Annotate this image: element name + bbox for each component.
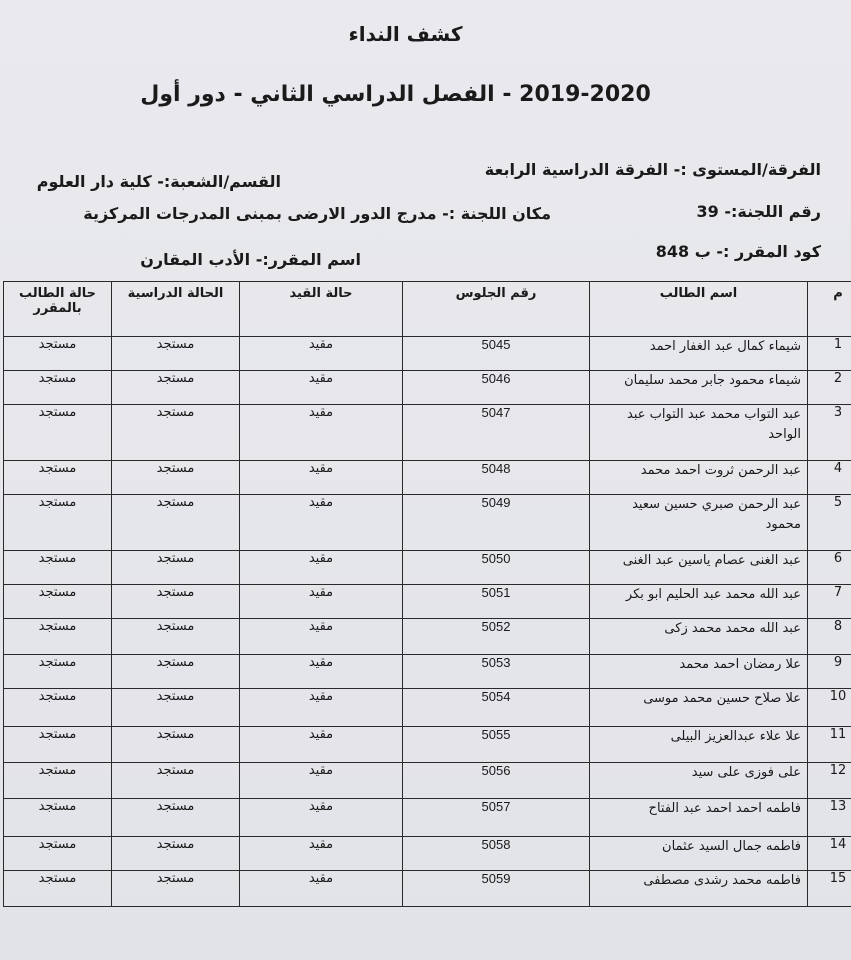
course-name-label: اسم المقرر:- — [255, 250, 361, 269]
course-status: مستجد — [4, 799, 112, 837]
course-status: مستجد — [4, 689, 112, 727]
page-subtitle: 2019-2020 - الفصل الدراسي الثاني - دور أول — [140, 82, 651, 107]
students-table — [3, 281, 851, 907]
seat-number: 5049 — [403, 495, 590, 551]
table-row — [4, 871, 851, 907]
table-row — [4, 689, 851, 727]
study-status: مستجد — [112, 727, 240, 763]
place-value: مدرج الدور الارضى بمبنى المدرجات المركزية — [83, 204, 437, 223]
study-status: مستجد — [112, 405, 240, 461]
course-status: مستجد — [4, 837, 112, 871]
student-name: على فوزى على سيد — [590, 763, 808, 799]
course-status: مستجد — [4, 371, 112, 405]
study-status: مستجد — [112, 551, 240, 585]
place-label: مكان اللجنة :- — [442, 204, 551, 223]
row-number: 1 — [808, 337, 851, 371]
row-number: 11 — [808, 727, 851, 763]
course-name-info — [140, 250, 361, 269]
student-name: فاطمه جمال السيد عثمان — [590, 837, 808, 871]
table-row — [4, 837, 851, 871]
student-name: عبد الله محمد محمد زكى — [590, 619, 808, 655]
table-row — [4, 405, 851, 461]
course-status: مستجد — [4, 495, 112, 551]
seat-number: 5048 — [403, 461, 590, 495]
seat-number: 5050 — [403, 551, 590, 585]
registration-status: مقيد — [240, 799, 403, 837]
registration-status: مقيد — [240, 763, 403, 799]
table-row — [4, 655, 851, 689]
table-row — [4, 727, 851, 763]
seat-number: 5045 — [403, 337, 590, 371]
committee-label: رقم اللجنة:- — [724, 202, 821, 221]
header-study-status: الحالة الدراسية — [112, 282, 240, 337]
student-name: عبد الرحمن ثروت احمد محمد — [590, 461, 808, 495]
seat-number: 5054 — [403, 689, 590, 727]
page-title: كشف النداء — [348, 22, 463, 46]
registration-status: مقيد — [240, 871, 403, 907]
registration-status: مقيد — [240, 585, 403, 619]
table-row — [4, 551, 851, 585]
study-status: مستجد — [112, 655, 240, 689]
student-name: علا علاء عبدالعزيز البيلى — [590, 727, 808, 763]
study-status: مستجد — [112, 871, 240, 907]
registration-status: مقيد — [240, 551, 403, 585]
committee-info — [697, 202, 821, 221]
committee-value: 39 — [696, 202, 719, 221]
registration-status: مقيد — [240, 495, 403, 551]
table-row — [4, 461, 851, 495]
seat-number: 5052 — [403, 619, 590, 655]
header-seat: رقم الجلوس — [403, 282, 590, 337]
study-status: مستجد — [112, 337, 240, 371]
registration-status: مقيد — [240, 461, 403, 495]
student-name: عبد الغنى عصام ياسين عبد الغنى — [590, 551, 808, 585]
header-num: م — [808, 282, 851, 337]
study-status: مستجد — [112, 837, 240, 871]
seat-number: 5046 — [403, 371, 590, 405]
row-number: 5 — [808, 495, 851, 551]
course-status: مستجد — [4, 405, 112, 461]
course-status: مستجد — [4, 551, 112, 585]
table-row — [4, 371, 851, 405]
table-row — [4, 619, 851, 655]
student-name: شيماء كمال عبد الغفار احمد — [590, 337, 808, 371]
row-number: 4 — [808, 461, 851, 495]
row-number: 2 — [808, 371, 851, 405]
header-registration: حالة القيد — [240, 282, 403, 337]
course-status: مستجد — [4, 619, 112, 655]
registration-status: مقيد — [240, 371, 403, 405]
course-status: مستجد — [4, 763, 112, 799]
student-name: علا صلاح حسين محمد موسى — [590, 689, 808, 727]
student-name: فاطمه محمد رشدى مصطفى — [590, 871, 808, 907]
table-row — [4, 337, 851, 371]
course-code-value: ب 848 — [655, 242, 711, 261]
row-number: 7 — [808, 585, 851, 619]
level-info — [485, 160, 821, 179]
student-name: عبد الله محمد عبد الحليم ابو بكر — [590, 585, 808, 619]
study-status: مستجد — [112, 371, 240, 405]
course-status: مستجد — [4, 871, 112, 907]
row-number: 3 — [808, 405, 851, 461]
student-name: فاطمه احمد احمد عبد الفتاح — [590, 799, 808, 837]
study-status: مستجد — [112, 799, 240, 837]
registration-status: مقيد — [240, 837, 403, 871]
row-number: 14 — [808, 837, 851, 871]
registration-status: مقيد — [240, 405, 403, 461]
row-number: 6 — [808, 551, 851, 585]
row-number: 8 — [808, 619, 851, 655]
dept-label: القسم/الشعبة:- — [157, 172, 281, 191]
seat-number: 5059 — [403, 871, 590, 907]
seat-number: 5047 — [403, 405, 590, 461]
dept-info — [37, 172, 281, 191]
table-row — [4, 799, 851, 837]
registration-status: مقيد — [240, 619, 403, 655]
course-code-label: كود المقرر :- — [716, 242, 821, 261]
header-course-status: حالة الطالب بالمقرر — [4, 282, 112, 337]
seat-number: 5058 — [403, 837, 590, 871]
header-name: اسم الطالب — [590, 282, 808, 337]
study-status: مستجد — [112, 619, 240, 655]
course-status: مستجد — [4, 655, 112, 689]
student-name: عبد التواب محمد عبد التواب عبد الواحد — [590, 405, 808, 461]
row-number: 12 — [808, 763, 851, 799]
course-status: مستجد — [4, 727, 112, 763]
table-row — [4, 585, 851, 619]
student-name: عبد الرحمن صبري حسين سعيد محمود — [590, 495, 808, 551]
level-value: الفرقة الدراسية الرابعة — [484, 160, 669, 179]
course-code-info — [656, 242, 821, 261]
study-status: مستجد — [112, 763, 240, 799]
registration-status: مقيد — [240, 727, 403, 763]
row-number: 13 — [808, 799, 851, 837]
course-name-value: الأدب المقارن — [140, 250, 251, 269]
row-number: 10 — [808, 689, 851, 727]
student-name: شيماء محمود جابر محمد سليمان — [590, 371, 808, 405]
seat-number: 5055 — [403, 727, 590, 763]
seat-number: 5051 — [403, 585, 590, 619]
course-status: مستجد — [4, 585, 112, 619]
study-status: مستجد — [112, 689, 240, 727]
seat-number: 5056 — [403, 763, 590, 799]
study-status: مستجد — [112, 461, 240, 495]
course-status: مستجد — [4, 461, 112, 495]
dept-value: كلية دار العلوم — [36, 172, 152, 191]
study-status: مستجد — [112, 585, 240, 619]
table-row — [4, 763, 851, 799]
seat-number: 5053 — [403, 655, 590, 689]
study-status: مستجد — [112, 495, 240, 551]
table-header-row — [4, 282, 851, 337]
registration-status: مقيد — [240, 655, 403, 689]
course-status: مستجد — [4, 337, 112, 371]
seat-number: 5057 — [403, 799, 590, 837]
row-number: 9 — [808, 655, 851, 689]
place-info — [83, 204, 551, 223]
row-number: 15 — [808, 871, 851, 907]
student-name: علا رمضان احمد محمد — [590, 655, 808, 689]
level-label: الفرقة/المستوى :- — [673, 160, 821, 179]
table-row — [4, 495, 851, 551]
registration-status: مقيد — [240, 689, 403, 727]
registration-status: مقيد — [240, 337, 403, 371]
